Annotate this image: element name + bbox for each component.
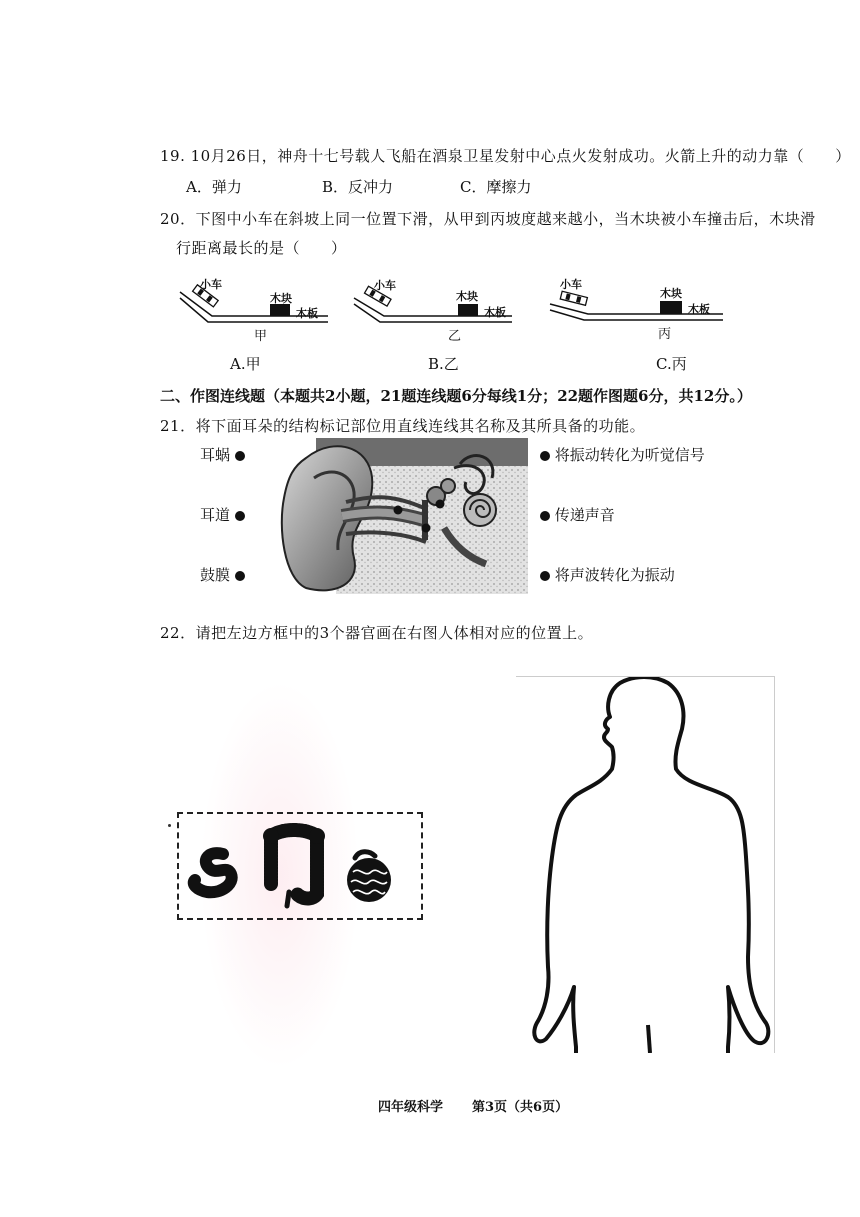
human-body-outline-icon[interactable] [516, 677, 774, 1053]
q20-option-b[interactable]: B.乙 [428, 355, 459, 373]
ear-part-eardrum[interactable] [200, 564, 245, 585]
function-label: 传递声音 [554, 506, 615, 524]
ear-part-label: 耳蜗 [200, 446, 231, 464]
connect-dot[interactable] [235, 451, 245, 461]
speck [168, 824, 171, 827]
board-label: 木板 [484, 306, 506, 319]
ear-part-cochlea[interactable] [200, 444, 245, 465]
connect-dot[interactable] [540, 451, 550, 461]
figure-name: 丙 [658, 327, 672, 342]
connect-dot[interactable] [235, 571, 245, 581]
board-label: 木板 [688, 303, 710, 316]
connect-dot[interactable] [540, 511, 550, 521]
block-label: 木块 [270, 292, 292, 305]
q20-option-a[interactable]: A.甲 [230, 355, 261, 373]
car-label: 小车 [200, 278, 222, 291]
section-2-heading: 二、作图连线题（本题共2小题，21题连线题6分每线1分；22题作图题6分，共12分。） [160, 387, 752, 405]
board-label: 木板 [296, 307, 318, 320]
question-21-text: 21．将下面耳朵的结构标记部位用直线连线其名称及其所具备的功能。 [160, 417, 646, 435]
question-19-text: 19. 10月26日，神舟十七号载人飞船在酒泉卫星发射中心点火发射成功。火箭上升的动力靠（ ） [160, 147, 851, 165]
ear-structure-diagram [276, 438, 528, 596]
function-label: 将声波转化为振动 [554, 566, 675, 584]
connect-dot[interactable] [235, 511, 245, 521]
question-20-line-1: 20．下图中小车在斜坡上同一位置下滑，从甲到丙坡度越来越小，当木块被小车撞击后，木块滑 [160, 210, 816, 228]
connect-dot[interactable] [540, 571, 550, 581]
ear-anatomy-icon [276, 438, 528, 596]
question-22-text: 22．请把左边方框中的3个器官画在右图人体相对应的位置上。 [160, 624, 594, 642]
car-label: 小车 [560, 278, 582, 291]
ramp-figure-bing [548, 274, 728, 364]
q19-option-c[interactable]: C．摩擦力 [460, 178, 532, 196]
question-20-line-2: 行距离最长的是（ ） [176, 239, 347, 257]
footer-page-number: 第3页（共6页） [472, 1100, 569, 1115]
large-intestine-icon[interactable] [263, 824, 325, 906]
footer-subject: 四年级科学 [378, 1100, 444, 1115]
ramp-figure-jia [178, 274, 338, 364]
function-auditory-signal[interactable] [540, 444, 705, 465]
q19-option-a[interactable]: A．弹力 [186, 178, 242, 196]
small-intestine-icon[interactable] [347, 852, 391, 902]
figure-name: 乙 [448, 329, 462, 344]
ear-part-label: 耳道 [200, 506, 231, 524]
ear-part-ear-canal[interactable] [200, 504, 245, 525]
figure-name: 甲 [254, 329, 268, 344]
ramp-figure-yi [352, 274, 517, 364]
function-transmit-sound[interactable] [540, 504, 615, 525]
block-label: 木块 [456, 290, 478, 303]
ear-part-label: 鼓膜 [200, 566, 231, 584]
function-sound-to-vibration[interactable] [540, 564, 675, 585]
q19-option-b[interactable]: B．反冲力 [322, 178, 394, 196]
stomach-icon[interactable] [194, 853, 232, 892]
organ-icons [179, 814, 421, 918]
car-label: 小车 [374, 279, 396, 292]
block-label: 木块 [660, 287, 682, 300]
q20-option-c[interactable]: C.丙 [656, 355, 687, 373]
organ-options-box [177, 812, 423, 920]
function-label: 将振动转化为听觉信号 [554, 446, 705, 464]
human-body-figure[interactable] [516, 676, 775, 1053]
